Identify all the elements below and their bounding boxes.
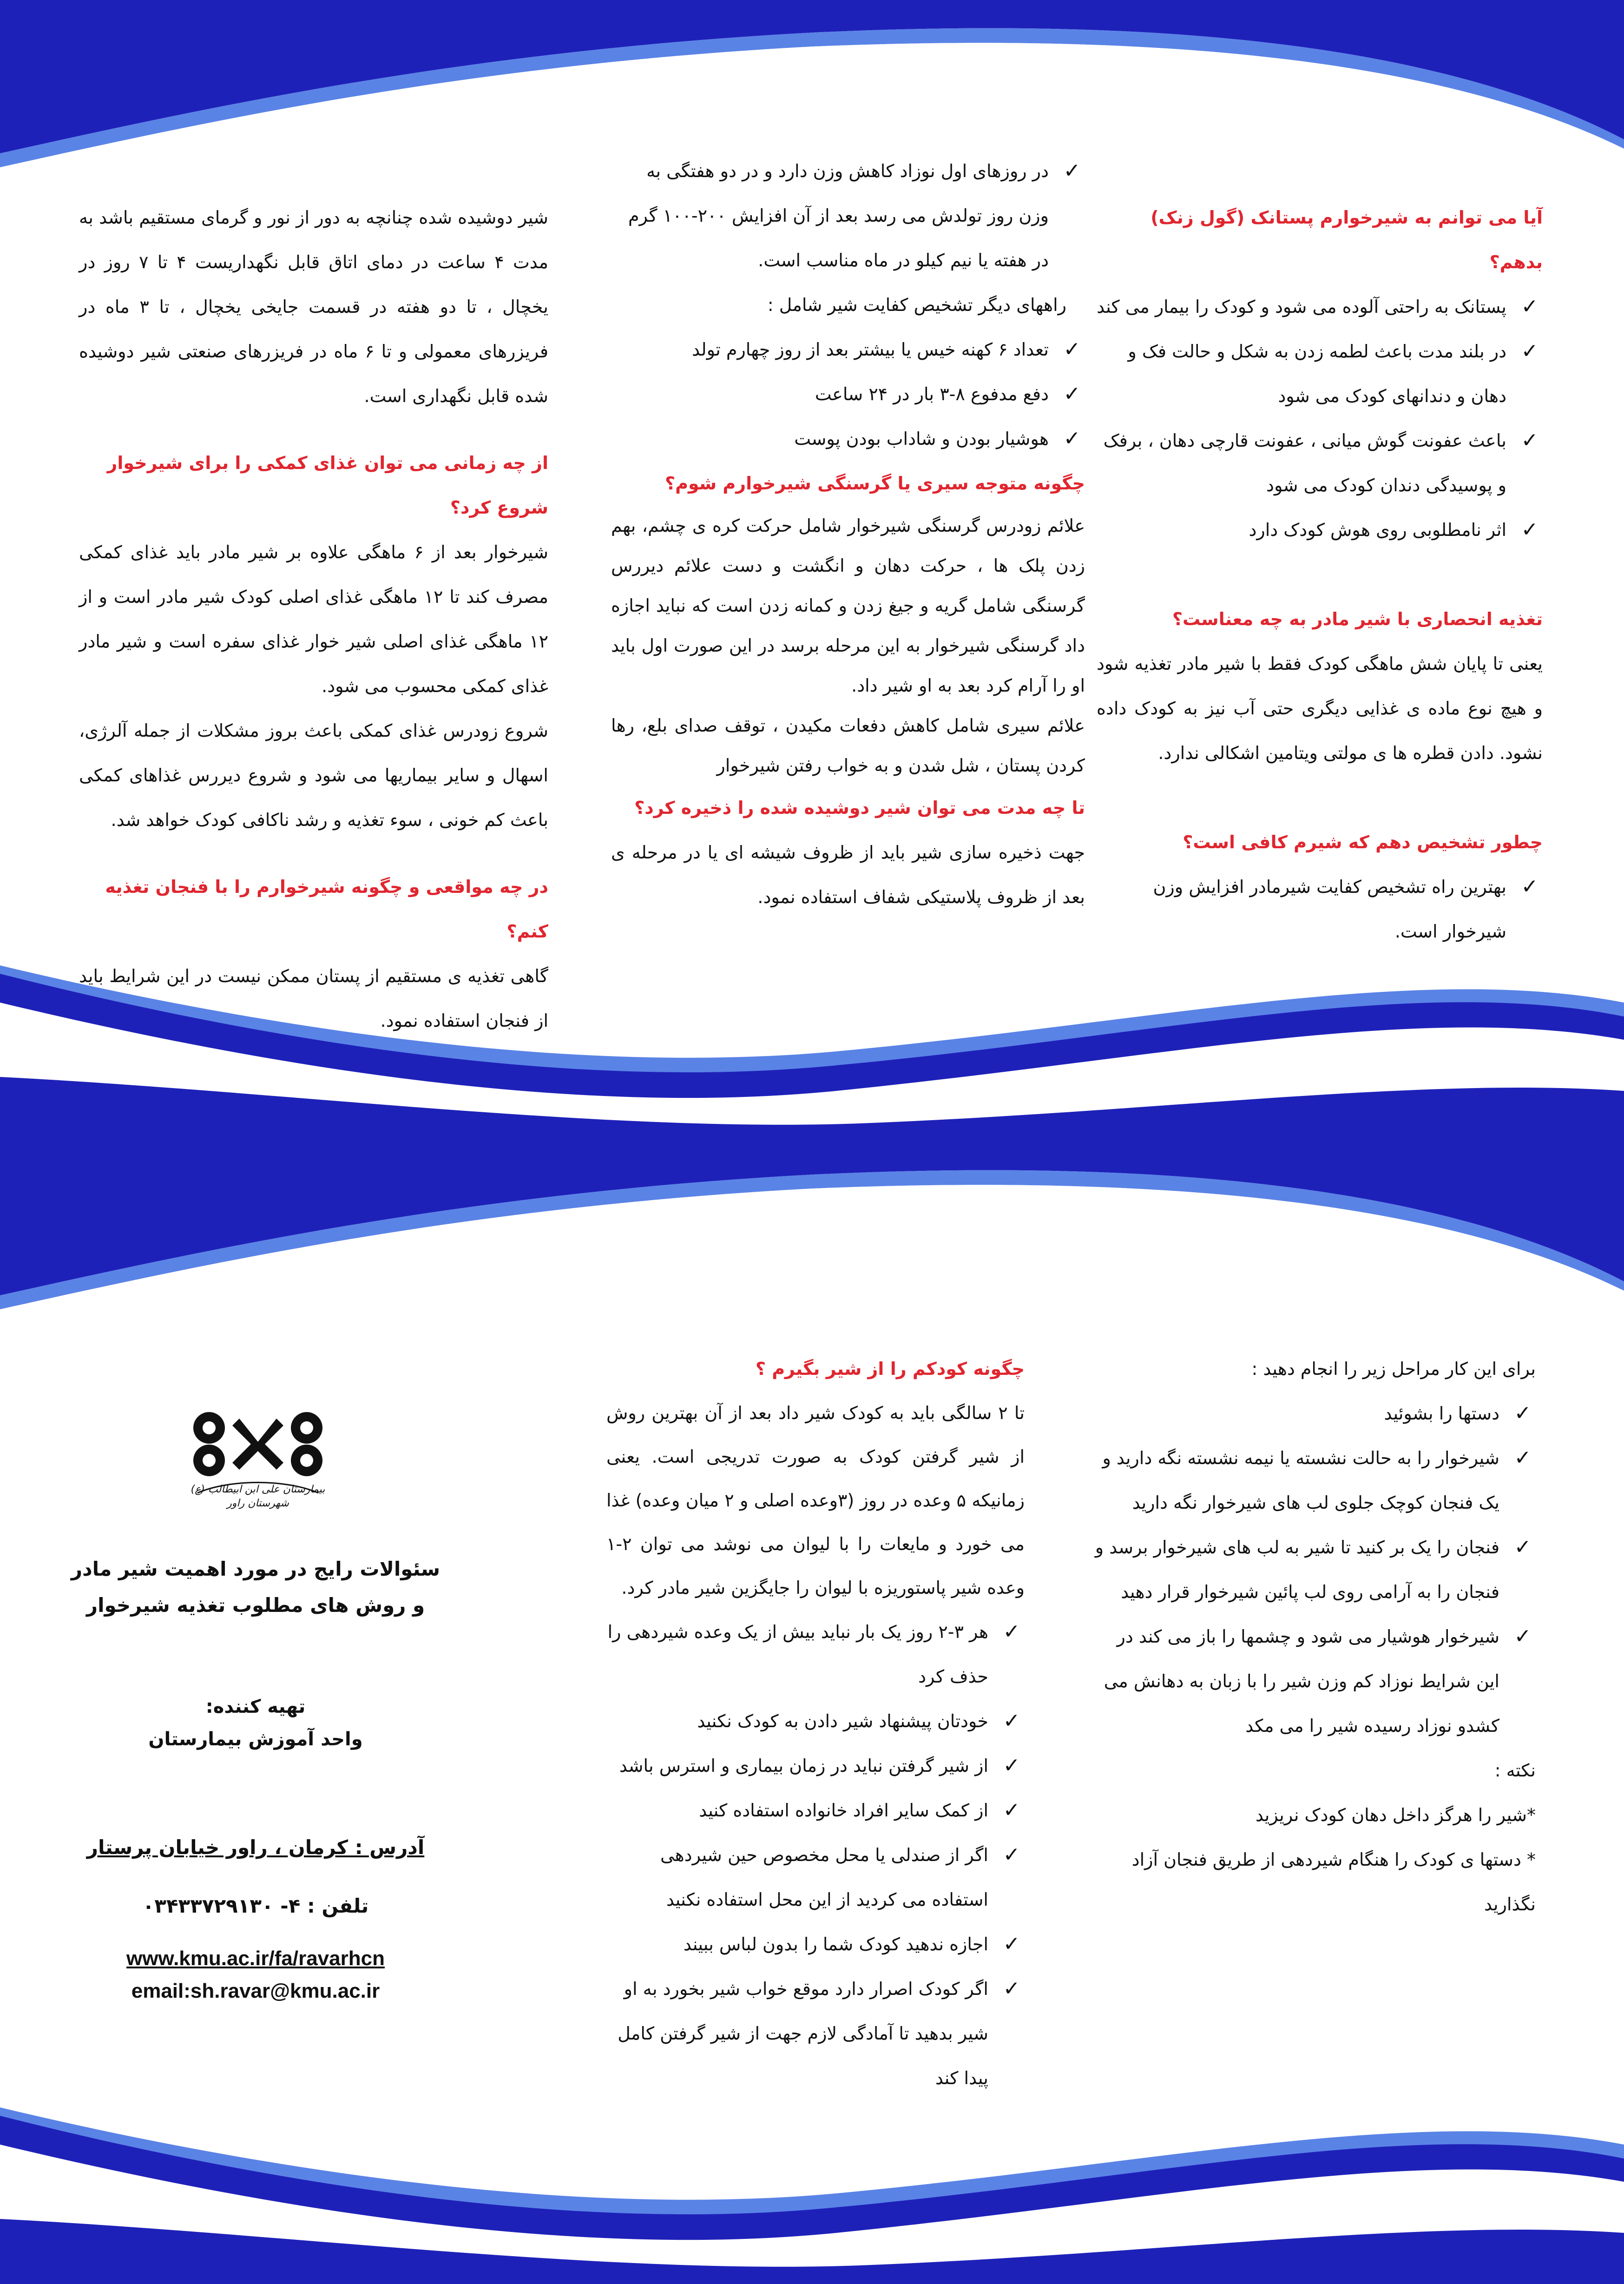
check-icon: ✓ <box>1521 295 1539 318</box>
prepared-label: تهیه کننده: <box>205 1696 306 1717</box>
back-right-column <box>1090 1347 1536 1927</box>
check-icon: ✓ <box>1514 1535 1532 1559</box>
list-item: ✓ از کمک سایر افراد خانواده استفاده کنید <box>606 1788 1025 1833</box>
prepared-by-block <box>70 1690 441 1756</box>
check-icon: ✓ <box>1063 337 1081 361</box>
list-item: ✓ اگر از صندلی یا محل مخصوص حین شیردهی استفاده می کردید از این محل استفاده نکنید <box>606 1833 1025 1922</box>
weaning-heading: چگونه کودکم را از شیر بگیرم ؟ <box>755 1359 1025 1379</box>
exclusive-feeding-heading: تغذیه انحصاری با شیر مادر به چه معناست؟ <box>1172 609 1543 629</box>
list-item: ✓ هر ۳-۲ روز یک بار نباید بیش از یک وعده شیردهی را حذف کرد <box>606 1610 1025 1699</box>
check-icon: ✓ <box>1063 382 1081 406</box>
cup-feeding-heading: در چه مواقعی و چگونه شیرخوارم را با فنجان تغذیه کنم؟ <box>105 877 548 942</box>
email-link[interactable]: email:sh.ravar@kmu.ac.ir <box>131 1980 380 2002</box>
back-middle-column <box>606 1347 1025 2100</box>
list-item: ✓ از شیر گرفتن نباید در زمان بیماری و استرس باشد <box>606 1743 1025 1788</box>
logo-text: بیمارستان علی ابن ابیطالب (ع) شهرستان راور <box>191 1484 325 1509</box>
bottom-wave-decoration <box>0 2079 1624 2284</box>
milk-enough-heading: چطور تشخیص دهم که شیرم کافی است؟ <box>1183 832 1543 852</box>
other-ways-intro: راههای دیگر تشخیص کفایت شیر شامل : <box>767 295 1066 315</box>
brochure-page-back <box>0 1142 1624 2284</box>
weaning-list <box>606 1610 1025 2100</box>
notes-list <box>1090 1793 1536 1927</box>
website-link[interactable]: www.kmu.ac.ir/fa/ravarhcn <box>126 1947 385 1970</box>
list-item: ✓ دستها را بشوئید <box>1090 1391 1536 1436</box>
weight-list <box>611 149 1085 283</box>
list-item: ✓ اگر کودک اصرار دارد موقع خواب شیر بخورد به او شیر بدهید تا آمادگی لازم جهت از شیر گرفتن کامل پیدا کند <box>606 1967 1025 2100</box>
list-item: ✓ خودتان پیشنهاد شیر دادن به کودک نکنید <box>606 1699 1025 1743</box>
check-icon: ✓ <box>1003 1709 1020 1733</box>
weaning-text: تا ۲ سالگی باید به کودک شیر داد بعد از آن بهترین روش از شیر گرفتن کودک به صورت تدریجی است. یعنی زمانیکه ۵ وعده در روز (۳وعده اصلی و ۲ میان وعده) غذا می خورد و مایعات را با لیوان می نوشد می توان ۲-۱ وعده شیر پاستوریزه با لیوان را جایگزین شیر مادر کرد. <box>606 1403 1025 1598</box>
list-item: *شیر را هرگز داخل دهان کودک نریزید <box>1255 1805 1536 1825</box>
check-icon: ✓ <box>1514 1624 1532 1648</box>
check-icon: ✓ <box>1063 159 1081 183</box>
hunger-text: علائم زودرس گرسنگی شیرخوار شامل حرکت کره ی چشم، بهم زدن پلک ها ، حرکت دهان و انگشت و دست علائم دیررس گرسنگی شامل گریه و جیغ زدن و کمانه زدن است که نباید اجازه داد گرسنگی شیرخوار به این مرحله برسد در این صورت اول باید او را آرام کرد بعد به او شیر داد. <box>611 515 1085 696</box>
cup-steps-intro: برای این کار مراحل زیر را انجام دهید : <box>1251 1359 1536 1379</box>
check-icon: ✓ <box>1063 427 1081 450</box>
check-icon: ✓ <box>1521 875 1539 898</box>
check-icon: ✓ <box>1521 429 1539 452</box>
contact-block <box>70 1825 441 2007</box>
check-icon: ✓ <box>1521 339 1539 363</box>
phone-text: تلفن : ۴- ۰۳۴۳۳۷۲۹۱۳۰ <box>142 1895 369 1917</box>
early-start-text: شروع زودرس غذای کمکی باعث بروز مشکلات از جمله آلرژی، اسهال و سایر بیماریها می شود و شروع دیررس غذاهای کمکی باعث کم خونی ، سوء تغذیه و رشد ناکافی کودک خواهد شد. <box>79 720 548 830</box>
storage-detail-text: شیر دوشیده شده چنانچه به دور از نور و گرمای مستقیم باشد به مدت ۴ ساعت در دمای اتاق قابل نگهداریست ۴ تا ۷ روز در یخچال ، تا دو هفته در قسمت جایخی یخچال ، تا ۳ ماه در فریزرهای معمولی و تا ۶ ماه در فریزرهای صنعتی شیر دوشیده شده قابل نگهداری است. <box>79 207 549 406</box>
top-wave-decoration <box>0 1142 1624 1337</box>
check-icon: ✓ <box>1003 1843 1020 1867</box>
list-item: ✓ باعث عفونت گوش میانی ، عفونت قارچی دهان ، برفک و پوسیدگی دندان کودک می شود <box>1097 418 1543 508</box>
list-item: ✓ اجازه ندهید کودک شما را بدون لباس ببیند <box>606 1922 1025 1967</box>
front-middle-column <box>611 149 1085 919</box>
list-item: ✓ بهترین راه تشخیص کفایت شیرمادر افزایش وزن شیرخوار است. <box>1097 865 1543 954</box>
list-item: ✓ هوشیار بودن و شاداب بودن پوست <box>611 416 1085 461</box>
list-item: ✓ شیرخوار هوشیار می شود و چشمها را باز می کند در این شرایط نوزاد کم وزن شیر را با زبان به دهانش می کشدو نوزاد رسیده شیر را می مکد <box>1090 1614 1536 1748</box>
brochure-title: سئوالات رایج در مورد اهمیت شیر مادر و روش های مطلوب تغذیه شیرخوار <box>71 1558 441 1617</box>
check-icon: ✓ <box>1003 1754 1020 1777</box>
cup-feeding-text: گاهی تغذیه ی مستقیم از پستان ممکن نیست در این شرایط باید از فنجان استفاده نمود. <box>79 966 548 1031</box>
list-item: ✓ تعداد ۶ کهنه خیس یا بیشتر بعد از روز چهارم تولد <box>611 327 1085 372</box>
other-ways-list <box>611 327 1085 461</box>
list-item: ✓ در بلند مدت باعث لطمه زدن به شکل و حالت فک و دهان و دندانهای کودک می شود <box>1097 329 1543 418</box>
note-label: نکته : <box>1494 1760 1536 1781</box>
storage-heading: تا چه مدت می توان شیر دوشیده شده را ذخیره کرد؟ <box>634 798 1085 818</box>
list-item: ✓ پستانک به راحتی آلوده می شود و کودک را بیمار می کند <box>1097 284 1543 329</box>
front-left-column <box>79 195 548 1043</box>
list-item: ✓ اثر نامطلوبی روی هوش کودک دارد <box>1097 508 1543 552</box>
pacifier-heading: آیا می توانم به شیرخوارم پستانک (گول زنک) بدهم؟ <box>1151 207 1543 272</box>
check-icon: ✓ <box>1003 1798 1020 1822</box>
check-icon: ✓ <box>1003 1977 1020 2000</box>
exclusive-feeding-text: یعنی تا پایان شش ماهگی کودک فقط با شیر مادر تغذیه شود و هیچ نوع ماده ی غذایی دیگری حتی آب نیز به کودک داده نشود. دادن قطره ها ی مولتی ویتامین اشکالی ندارد. <box>1097 654 1543 763</box>
check-icon: ✓ <box>1003 1620 1020 1644</box>
list-item: ✓ شیرخوار را به حالت نشسته یا نیمه نشسته نگه دارید و یک فنجان کوچک جلوی لب های شیرخوار نگه دارید <box>1090 1436 1536 1525</box>
check-icon: ✓ <box>1521 518 1539 541</box>
check-icon: ✓ <box>1514 1446 1532 1470</box>
hunger-heading: چگونه متوجه سیری یا گرسنگی شیرخوارم شوم؟ <box>665 473 1085 494</box>
complementary-food-text: شیرخوار بعد از ۶ ماهگی علاوه بر شیر مادر باید غذای کمکی مصرف کند تا ۱۲ ماهگی غذای اصلی کودک شیر مادر است و از ۱۲ ماهگی غذای اصلی شیر خوار غذای سفره است و شیر مادر غذای کمکی محسوب می شود. <box>79 542 549 696</box>
list-item: ✓ فنجان را یک بر کنید تا شیر به لب های شیرخوار برسد و فنجان را به آرامی روی لب پائین شیرخوار قرار دهید <box>1090 1525 1536 1614</box>
satiety-text: علائم سیری شامل کاهش دفعات مکیدن ، توقف صدای بلع، رها کردن پستان ، شل شدن و به خواب رفتن شیرخوار <box>611 715 1085 776</box>
complementary-food-heading: از چه زمانی می توان غذای کمکی را برای شیرخوار شروع کرد؟ <box>107 453 548 518</box>
list-item: ✓ دفع مدفوع ۸-۳ بار در ۲۴ ساعت <box>611 372 1085 416</box>
hospital-logo <box>188 1400 328 1512</box>
pacifier-list <box>1097 284 1543 552</box>
front-right-column <box>1097 195 1543 954</box>
check-icon: ✓ <box>1003 1932 1020 1956</box>
milk-enough-list <box>1097 865 1543 954</box>
storage-text: جهت ذخیره سازی شیر باید از ظروف شیشه ای یا در مرحله ی بعد از ظروف پلاستیکی شفاف استفاده نمود. <box>611 842 1085 907</box>
prepared-by: واحد آموزش بیمارستان <box>148 1729 363 1750</box>
brochure-title-block <box>70 1551 441 1624</box>
check-icon: ✓ <box>1514 1401 1532 1425</box>
address-text: آدرس : کرمان ، راور خیابان پرستار <box>86 1836 425 1859</box>
list-item: ✓ در روزهای اول نوزاد کاهش وزن دارد و در دو هفتگی به وزن روز تولدش می رسد بعد از آن افزایش ۲۰۰-۱۰۰ گرم در هفته یا نیم کیلو در ماه مناسب است. <box>611 149 1085 283</box>
list-item: * دستها ی کودک را هنگام شیردهی از طریق فنجان آزاد نگذارید <box>1131 1849 1536 1914</box>
cup-steps-list <box>1090 1391 1536 1748</box>
